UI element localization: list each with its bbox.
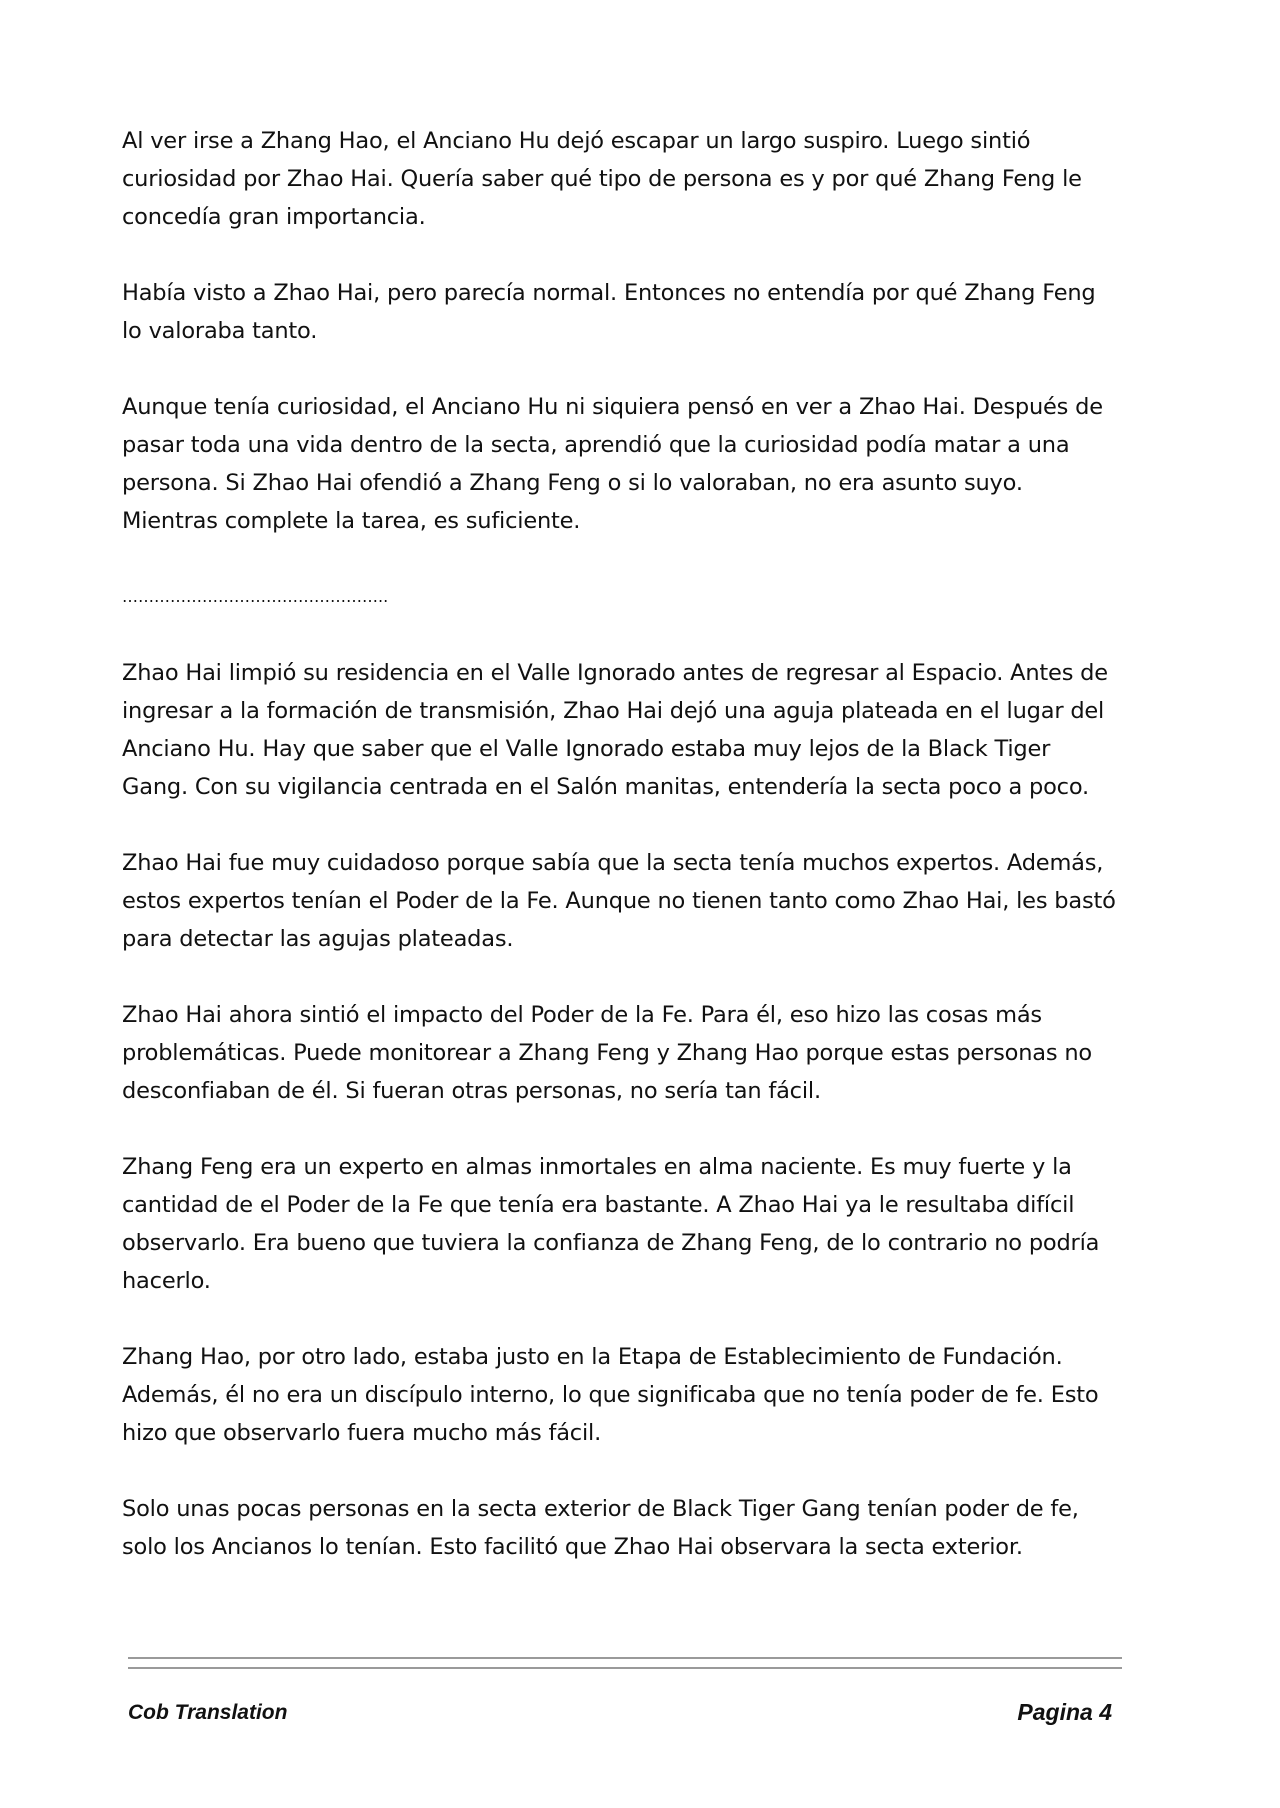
- footer-page-number: Pagina 4: [1017, 1699, 1112, 1725]
- page-body: [122, 122, 1122, 1604]
- paragraph: Había visto a Zhao Hai, pero parecía normal. Entonces no entendía por qué Zhang Feng lo valoraba tanto.: [122, 280, 1096, 344]
- section-separator: …………………………………………..: [122, 587, 389, 606]
- paragraph: Zhao Hai ahora sintió el impacto del Poder de la Fe. Para él, eso hizo las cosas más problemáticas. Puede monitorear a Zhang Feng y Zhang Hao porque estas personas no desconfiaban de él. Si fueran otras personas, no sería tan fácil.: [122, 1002, 1092, 1104]
- paragraph: Zhao Hai fue muy cuidadoso porque sabía que la secta tenía muchos expertos. Además, estos expertos tenían el Poder de la Fe. Aunque no tienen tanto como Zhao Hai, les bastó para detectar las agujas plateadas.: [122, 850, 1116, 952]
- paragraph: Zhang Feng era un experto en almas inmortales en alma naciente. Es muy fuerte y la cantidad de el Poder de la Fe que tenía era bastante. A Zhao Hai ya le resultaba difícil observarlo. Era bueno que tuviera la confianza de Zhang Feng, de lo contrario no podría hacerlo.: [122, 1154, 1100, 1294]
- paragraph: Zhao Hai limpió su residencia en el Valle Ignorado antes de regresar al Espacio. Antes de ingresar a la formación de transmisión, Zhao Hai dejó una aguja plateada en el lugar del Anciano Hu. Hay que saber que el Valle Ignorado estaba muy lejos de la Black Tiger Gang. Con su vigilancia centrada en el Salón manitas, entendería la secta poco a poco.: [122, 660, 1108, 800]
- footer-translator-credit: Cob Translation: [128, 1701, 288, 1724]
- paragraph: Aunque tenía curiosidad, el Anciano Hu ni siquiera pensó en ver a Zhao Hai. Después de pasar toda una vida dentro de la secta, aprendió que la curiosidad podía matar a una persona. Si Zhao Hai ofendió a Zhang Feng o si lo valoraban, no era asunto suyo. Mientras complete la tarea, es suficiente.: [122, 394, 1103, 534]
- paragraph: Al ver irse a Zhang Hao, el Anciano Hu dejó escapar un largo suspiro. Luego sintió curiosidad por Zhao Hai. Quería saber qué tipo de persona es y por qué Zhang Feng le concedía gran importancia.: [122, 128, 1082, 230]
- paragraph: Zhang Hao, por otro lado, estaba justo en la Etapa de Establecimiento de Fundación. Además, él no era un discípulo interno, lo que significaba que no tenía poder de fe. Esto hizo que observarlo fuera mucho más fácil.: [122, 1344, 1099, 1446]
- footer-divider: [128, 1657, 1122, 1659]
- paragraph: Solo unas pocas personas en la secta exterior de Black Tiger Gang tenían poder de fe, solo los Ancianos lo tenían. Esto facilitó que Zhao Hai observara la secta exterior.: [122, 1496, 1079, 1560]
- footer-divider: [128, 1667, 1122, 1669]
